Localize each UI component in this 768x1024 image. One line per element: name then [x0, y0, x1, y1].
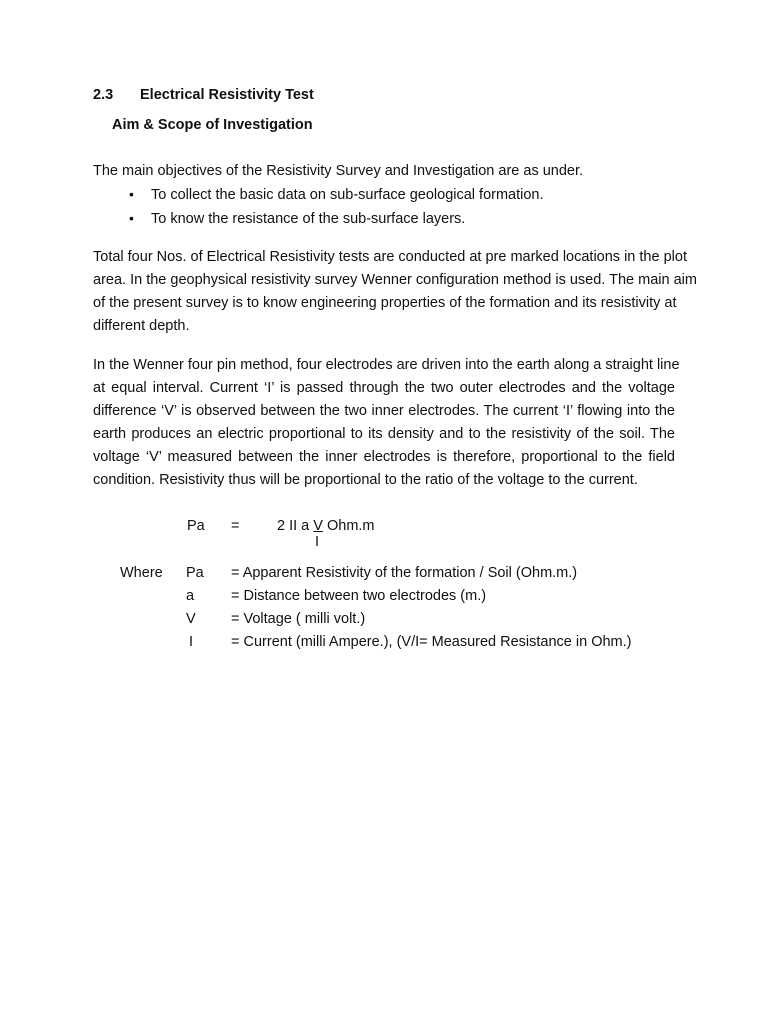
definition-text: = Voltage ( milli volt.): [231, 611, 366, 627]
section-number: 2.3: [93, 87, 114, 103]
paragraph-line: difference ‘V’ is observed between the two inner electrodes. The current ‘I’ flowing into the: [93, 403, 675, 419]
paragraph-line: condition. Resistivity thus will be proportional to the ratio of the voltage to the current.: [93, 472, 638, 488]
formula-coefficient: 2 II a: [277, 518, 314, 534]
bullet-text: To collect the basic data on sub-surface geological formation.: [151, 187, 544, 203]
formula-numerator: V: [313, 518, 323, 534]
formula-equals: =: [231, 518, 240, 534]
definition-symbol: a: [186, 588, 195, 604]
paragraph-line: at equal interval. Current ‘I’ is passed through the two outer electrodes and the voltage: [93, 380, 675, 396]
bullet-icon: •: [129, 186, 134, 202]
where-label: Where: [120, 565, 163, 581]
definition-symbol: I: [189, 634, 194, 650]
definition-symbol: V: [186, 611, 196, 627]
formula-rhs: [277, 518, 375, 534]
section-title: Electrical Resistivity Test: [140, 87, 314, 103]
formula-lhs: Pa: [187, 518, 205, 534]
paragraph-line: In the Wenner four pin method, four electrodes are driven into the earth along a straight line: [93, 357, 680, 373]
definition-text: = Apparent Resistivity of the formation / Soil (Ohm.m.): [231, 565, 578, 581]
formula-unit: Ohm.m: [322, 518, 375, 534]
definition-text: = Current (milli Ampere.), (V/I= Measured Resistance in Ohm.): [231, 634, 632, 650]
paragraph-wenner: [93, 354, 680, 492]
definition-text: = Distance between two electrodes (m.): [231, 588, 487, 604]
formula-denominator: I: [315, 534, 320, 550]
bullet-text: To know the resistance of the sub-surface layers.: [151, 211, 466, 227]
bullet-icon: •: [129, 210, 134, 226]
paragraph-tests: [93, 246, 697, 338]
section-subtitle: Aim & Scope of Investigation: [112, 117, 313, 133]
paragraph-line: Total four Nos. of Electrical Resistivity tests are conducted at pre marked locations in the plot: [93, 249, 687, 265]
definition-symbol: Pa: [186, 565, 204, 581]
paragraph-line: of the present survey is to know engineering properties of the formation and its resistivity at: [93, 295, 677, 311]
paragraph-line: different depth.: [93, 318, 190, 334]
paragraph-line: voltage ‘V’ measured between the inner electrodes is therefore, proportional to the field: [93, 449, 675, 465]
paragraph-line: area. In the geophysical resistivity survey Wenner configuration method is used. The main aim: [93, 272, 697, 288]
paragraph-line: earth produces an electric proportional to its density and to the resistivity of the soil. The: [93, 426, 675, 442]
intro-text: The main objectives of the Resistivity Survey and Investigation are as under.: [93, 163, 584, 179]
